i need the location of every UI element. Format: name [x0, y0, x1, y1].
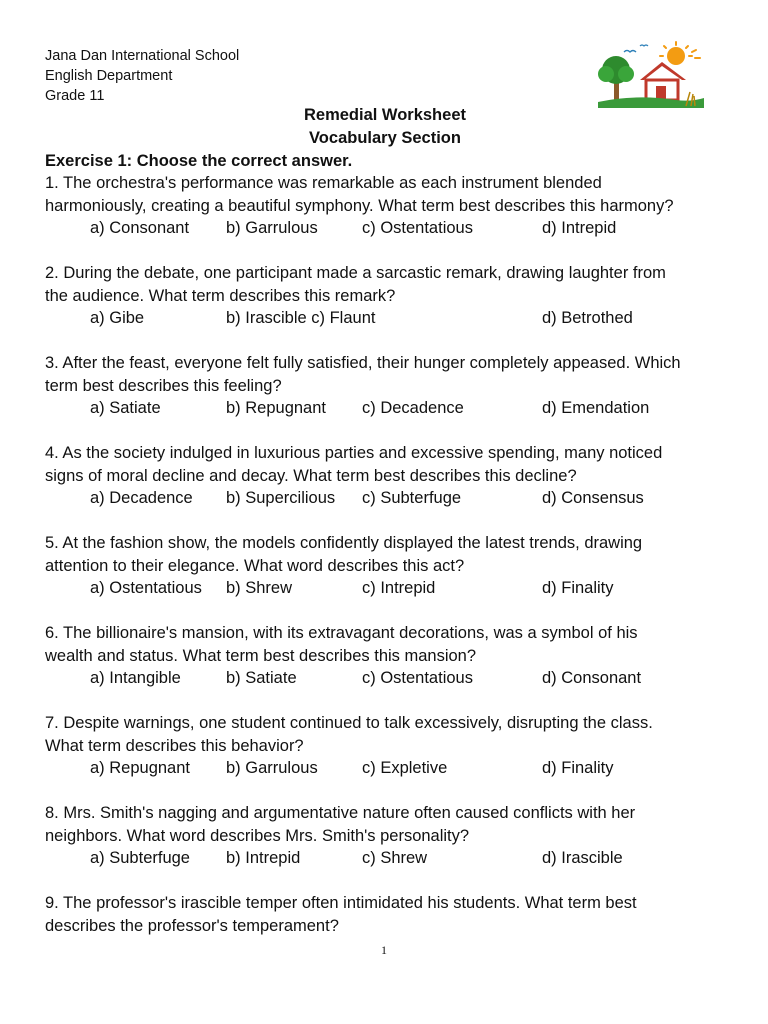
answer-option[interactable]: b) Satiate	[226, 669, 297, 687]
answer-option[interactable]: a) Satiate	[90, 399, 161, 417]
answer-option[interactable]: c) Subterfuge	[362, 489, 462, 507]
worksheet-title: Remedial Worksheet	[303, 106, 466, 124]
school-name: Jana Dan International School	[45, 48, 240, 64]
question-text-line: attention to their elegance. What word describes this act?	[45, 556, 465, 575]
answer-option[interactable]: a) Consonant	[90, 219, 190, 237]
answer-option[interactable]: b) Garrulous	[226, 219, 318, 237]
answer-option[interactable]: d) Finality	[542, 579, 614, 597]
question-text-line: 6. The billionaire's mansion, with its extravagant decorations, was a symbol of his	[45, 624, 638, 642]
answer-option[interactable]: b) Irascible c) Flaunt	[226, 309, 376, 327]
question-text-line: 2. During the debate, one participant made a sarcastic remark, drawing laughter from	[45, 264, 666, 282]
answer-option[interactable]: a) Decadence	[90, 489, 193, 507]
question-text-line: describes the professor's temperament?	[45, 916, 339, 935]
answer-options	[45, 217, 745, 240]
answer-option[interactable]: d) Emendation	[542, 399, 650, 417]
exercise-heading: Exercise 1: Choose the correct answer.	[45, 152, 353, 170]
answer-option[interactable]: a) Repugnant	[90, 759, 190, 777]
answer-option[interactable]: d) Consonant	[542, 669, 642, 687]
answer-option[interactable]: b) Repugnant	[226, 399, 326, 417]
question-text-line: What term describes this behavior?	[45, 736, 304, 755]
answer-options	[45, 577, 745, 600]
question-item	[45, 712, 745, 780]
question-text-line: 9. The professor's irascible temper often intimidated his students. What term best	[45, 894, 637, 912]
answer-option[interactable]: d) Betrothed	[542, 309, 633, 327]
answer-option[interactable]: c) Ostentatious	[362, 219, 473, 237]
question-text-line: 1. The orchestra's performance was remarkable as each instrument blended	[45, 174, 602, 192]
answer-options	[45, 667, 745, 690]
answer-options	[45, 757, 745, 780]
answer-option[interactable]: b) Intrepid	[226, 849, 301, 867]
question-text-line: 8. Mrs. Smith's nagging and argumentative nature often caused conflicts with her	[45, 804, 636, 822]
question-text-line: 7. Despite warnings, one student continued to talk excessively, disrupting the class.	[45, 714, 653, 732]
answer-option[interactable]: b) Supercilious	[226, 489, 336, 507]
answer-option[interactable]: d) Consensus	[542, 489, 644, 507]
section-title: Vocabulary Section	[309, 129, 461, 147]
question-text-line: 5. At the fashion show, the models confidently displayed the latest trends, drawing	[45, 534, 643, 552]
question-list	[45, 172, 745, 960]
question-item	[45, 352, 745, 420]
question-text-line: 3. After the feast, everyone felt fully satisfied, their hunger completely appeased. Which	[45, 354, 681, 372]
answer-option[interactable]: d) Irascible	[542, 849, 623, 867]
answer-option[interactable]: b) Garrulous	[226, 759, 318, 777]
answer-option[interactable]: b) Shrew	[226, 579, 293, 597]
answer-option[interactable]: c) Intrepid	[362, 579, 436, 597]
question-item	[45, 172, 745, 240]
question-item	[45, 442, 745, 510]
answer-option[interactable]: a) Intangible	[90, 669, 181, 687]
answer-option[interactable]: a) Subterfuge	[90, 849, 190, 867]
question-item	[45, 892, 745, 937]
page-number: 1	[381, 943, 387, 957]
question-item	[45, 532, 745, 600]
question-item	[45, 802, 745, 870]
answer-option[interactable]: a) Gibe	[90, 309, 145, 327]
department-name: English Department	[45, 68, 173, 84]
answer-option[interactable]: c) Shrew	[362, 849, 428, 867]
question-item	[45, 622, 745, 690]
answer-options	[45, 847, 745, 870]
question-text-line: wealth and status. What term best describes this mansion?	[45, 646, 477, 665]
question-text-line: 4. As the society indulged in luxurious parties and excessive spending, many noticed	[45, 444, 663, 462]
question-text-line: harmoniously, creating a beautiful symphony. What term best describes this harmony?	[45, 196, 674, 215]
answer-option[interactable]: c) Expletive	[362, 759, 448, 777]
answer-option[interactable]: d) Finality	[542, 759, 614, 777]
worksheet-titles	[0, 104, 768, 150]
answer-option[interactable]: a) Ostentatious	[90, 579, 202, 597]
question-text-line: neighbors. What word describes Mrs. Smith's personality?	[45, 826, 470, 845]
school-logo-tree-house-sun-icon	[596, 40, 706, 112]
answer-option[interactable]: c) Decadence	[362, 399, 464, 417]
answer-options	[45, 397, 745, 420]
question-text-line: signs of moral decline and decay. What term best describes this decline?	[45, 466, 577, 485]
question-item	[45, 262, 745, 330]
grade-level: Grade 11	[45, 88, 105, 104]
answer-option[interactable]: d) Intrepid	[542, 219, 617, 237]
answer-options	[45, 487, 745, 510]
school-header	[45, 46, 239, 106]
question-text-line: the audience. What term describes this remark?	[45, 286, 396, 305]
answer-option[interactable]: c) Ostentatious	[362, 669, 473, 687]
question-text-line: term best describes this feeling?	[45, 376, 282, 395]
answer-options	[45, 307, 745, 330]
